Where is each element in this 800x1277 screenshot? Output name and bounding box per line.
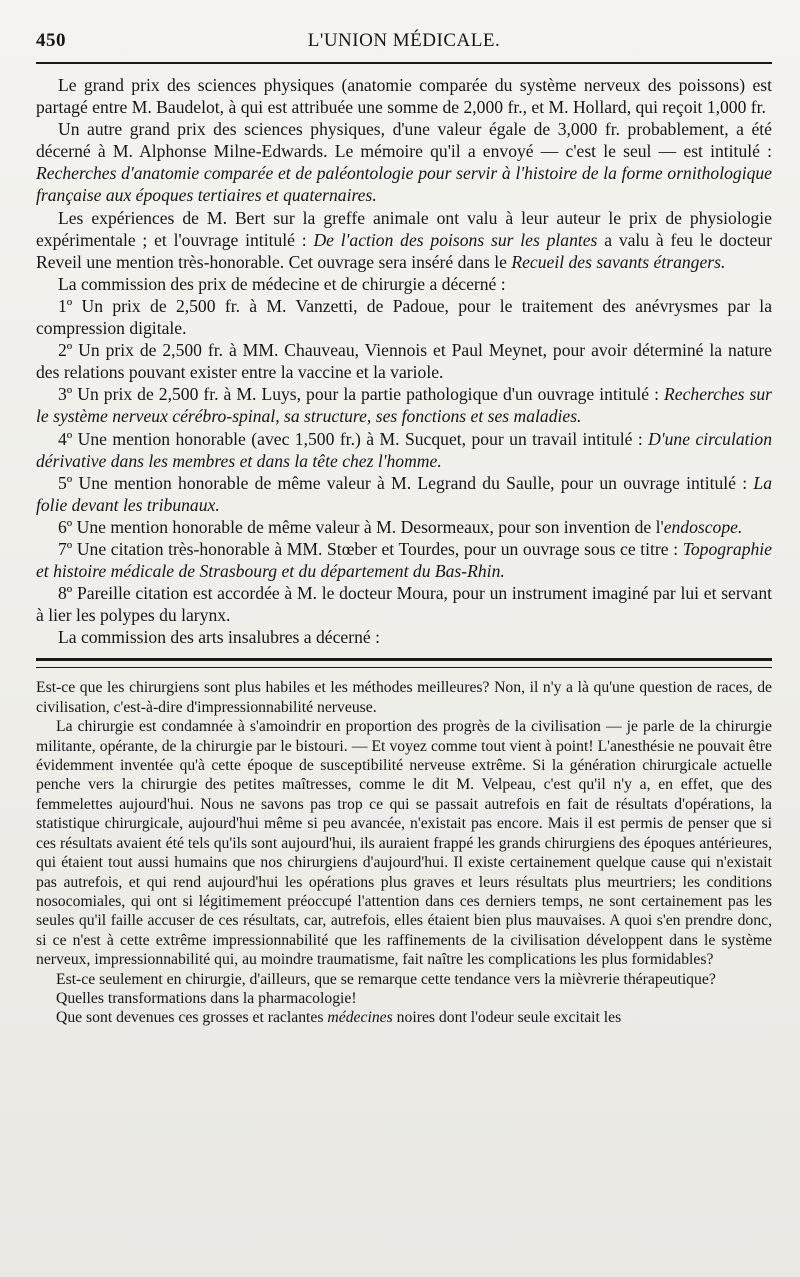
feuilleton-divider [36,658,772,668]
prize-item: 8º Pareille citation est accordée à M. le docteur Moura, pour un instrument imaginé par lui et servant à lier les polypes du larynx. [36,583,772,626]
prize-item: 3º Un prix de 2,500 fr. à M. Luys, pour la partie pathologique d'un ouvrage intitulé : Recherches sur le système nerveux cérébro-spinal, sa structure, ses fonctions et ses maladies. [36,384,772,427]
paragraph: Que sont devenues ces grosses et raclantes médecines noires dont l'odeur seule excitait les [56,1009,622,1027]
work-title: endoscope. [663,516,743,537]
page-number: 450 [36,30,66,51]
work-title: D'une circulation dérivative dans les membres et dans la tête chez l'homme. [36,428,772,471]
work-title: La folie devant les tribunaux. [36,472,772,515]
work-title: Recherches d'anatomie comparée et de paléontologie pour servir à l'histoire de la forme ornithologique française aux époques tertiaires et quaternaires. [36,163,772,206]
paragraph: Est-ce seulement en chirurgie, d'ailleurs, que se remarque cette tendance vers la mièvrerie thérapeutique? [56,970,716,988]
collection-title: Recueil des savants étrangers. [511,251,726,272]
prize-item: 1º Un prix de 2,500 fr. à M. Vanzetti, de Padoue, pour le traitement des anévrysmes par la compression digitale. [36,295,772,339]
feuilleton-body [36,678,772,1027]
paragraph: La commission des arts insalubres a décerné : [58,627,380,648]
prize-item: 6º Une mention honorable de même valeur à M. Desormeaux, pour son invention de l'endoscope. [58,516,743,537]
paragraph: Un autre grand prix des sciences physiques, d'une valeur égale de 3,000 fr. probablement, a été décerné à M. Alphonse Milne-Edwards. Le mémoire qu'il a envoyé — c'est le seul — est intitulé : Recherches d'anatomie comparée et de paléontologie pour servir à l'histoire de la forme ornithologique française aux époques tertiaires et quaternaires. [36,119,772,206]
article-body [36,74,772,648]
paragraph: Le grand prix des sciences physiques (anatomie comparée du système nerveux des poissons) est partagé entre M. Baudelot, à qui est attribuée une somme de 2,000 fr., et M. Hollard, qui reçoit 1,000 fr. [36,75,772,118]
running-title: L'UNION MÉDICALE. [307,30,501,51]
paragraph: La chirurgie est condamnée à s'amoindrir en proportion des progrès de la civilisation — je parle de la chirurgie militante, opérante, de la chirurgie par le bistouri. — Et voyez comme tout vient à point! L'anesthésie ne pouvait être évidemment inventée qu'à cette époque de susceptibilité nerveuse extrême. Si la génération chirurgicale actuelle penche vers la chirurgie des petites maîtresses, comme le dit M. Velpeau, c'est qu'il n'y a, en effet, que des femmelettes aujourd'hui. Nous ne savons pas trop ce qui se passait autrefois en fait de résultats d'opérations, la statistique chirurgicale, aujourd'hui même si peu avancée, n'existait pas encore. Mais il est permis de penser que si ces résultats avaient été tels qu'ils sont aujourd'hui, ils auraient frappé les grands chirurgiens des époques antérieures, qui étaient tout aussi humains que nos chirurgiens d'aujourd'hui. Il existe certainement quelque cause qui n'existait pas autrefois, et qui rend aujourd'hui les opérations plus graves et leurs résultats plus meurtriers; les conditions nosocomiales, qui ont si légitimement préoccupé l'attention dans ces derniers temps, ne sont certainement pas les seules qu'il faille accuser de ces résultats, car, autrefois, elles étaient bien plus mauvaises. A quoi s'en prendre donc, si ce n'est à cette extrême impressionnabilité que les raffinements de la civilisation développent dans le système nerveux, impressionnabilité qui, au moindre traumatisme, fait naître les complications les plus formidables? [36,718,772,969]
prize-item: 5º Une mention honorable de même valeur à M. Legrand du Saulle, pour un ouvrage intitulé : La folie devant les tribunaux. [36,472,772,515]
work-title: Recherches sur le système nerveux cérébro-spinal, sa structure, ses fonctions et ses maladies. [36,384,772,427]
header-rule [36,62,772,64]
paragraph: Les expériences de M. Bert sur la greffe animale ont valu à leur auteur le prix de physiologie expérimentale ; et l'ouvrage intitulé : De l'action des poisons sur les plantes a valu à feu le docteur Reveil une mention très-honorable. Cet ouvrage sera inséré dans le Recueil des savants étrangers. [36,207,772,272]
work-title: De l'action des poisons sur les plantes [313,229,598,250]
prize-item: 2º Un prix de 2,500 fr. à MM. Chauveau, Viennois et Paul Meynet, pour avoir déterminé la nature des relations pouvant exister entre la vaccine et la variole. [36,340,772,383]
work-title: Topographie et histoire médicale de Strasbourg et du département du Bas-Rhin. [36,538,772,582]
paragraph: Est-ce que les chirurgiens sont plus habiles et les méthodes meilleures? Non, il n'y a là qu'une question de races, de civilisation, c'est-à-dire d'impressionnabilité nerveuse. [36,679,772,716]
page-header [36,26,772,56]
paragraph: Quelles transformations dans la pharmacologie! [56,989,357,1007]
prize-item: 7º Une citation très-honorable à MM. Stœber et Tourdes, pour un ouvrage sous ce titre : Topographie et histoire médicale de Strasbourg et du département du Bas-Rhin. [36,538,772,582]
paragraph: La commission des prix de médecine et de chirurgie a décerné : [58,273,506,294]
prize-item: 4º Une mention honorable (avec 1,500 fr.) à M. Sucquet, pour un travail intitulé : D'une circulation dérivative dans les membres et dans la tête chez l'homme. [36,428,772,471]
